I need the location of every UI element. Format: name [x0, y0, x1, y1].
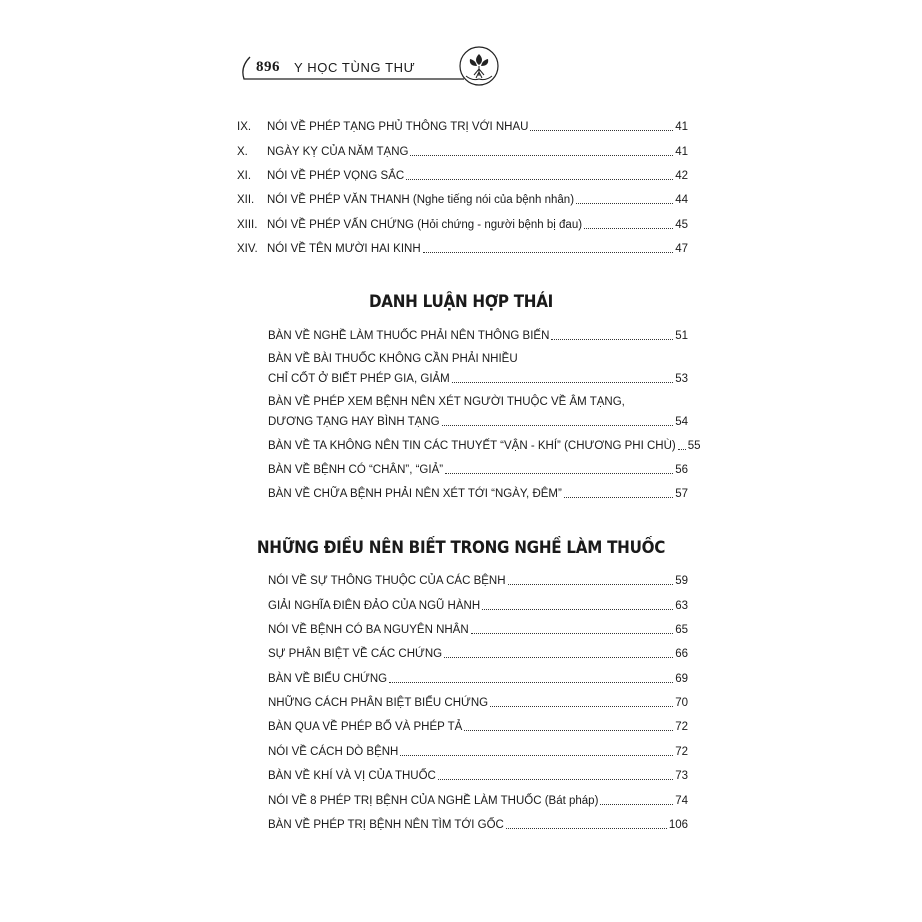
entry-number: IX. [237, 121, 252, 133]
entry-title: DƯƠNG TẠNG HAY BÌNH TẠNG [268, 416, 440, 428]
entry-title: NÓI VỀ PHÉP TẠNG PHỦ THÔNG TRỊ VỚI NHAU [267, 121, 529, 133]
entry-page: 63 [675, 600, 688, 612]
toc-entry[interactable] [268, 623, 688, 637]
toc-entry[interactable] [268, 818, 688, 832]
entry-title: BÀN VỀ NGHỀ LÀM THUỐC PHẢI NÊN THÔNG BIẾN [268, 330, 550, 342]
lotus-root-icon [458, 45, 500, 87]
entry-number: XI. [237, 170, 252, 182]
entry-title: NÓI VỀ PHÉP VẤN CHỨNG (Hỏi chứng - người bệnh bị đau) [267, 219, 583, 231]
dot-leader [576, 203, 673, 204]
entry-title: BÀN VỀ BIỂU CHỨNG [268, 673, 388, 685]
entry-page: 54 [675, 416, 688, 428]
toc-entry[interactable] [268, 415, 688, 429]
entry-title: BÀN VỀ PHÉP TRỊ BỆNH NÊN TÌM TỚI GỐC [268, 819, 504, 831]
toc-entry[interactable] [268, 745, 688, 759]
toc-entry[interactable] [237, 169, 688, 183]
entry-number: XIII. [237, 219, 258, 231]
toc-entry[interactable] [268, 769, 688, 783]
dot-leader [551, 339, 673, 340]
entry-title: NÓI VỀ BỆNH CÓ BA NGUYÊN NHÂN [268, 624, 469, 636]
entry-page: 41 [675, 121, 688, 133]
toc-entry[interactable] [268, 463, 688, 477]
toc-entry[interactable] [237, 193, 688, 207]
toc-entry[interactable] [268, 599, 688, 613]
toc-entry[interactable] [268, 647, 688, 661]
entry-page: 66 [675, 648, 688, 660]
entry-title: NHỮNG CÁCH PHÂN BIỆT BIỂU CHỨNG [268, 697, 489, 709]
entry-page: 74 [675, 795, 688, 807]
dot-leader [600, 804, 673, 805]
toc-entry[interactable] [268, 696, 688, 710]
dot-leader [482, 609, 673, 610]
toc-entry[interactable] [268, 329, 688, 343]
toc-entry[interactable] [268, 574, 688, 588]
dot-leader [445, 473, 673, 474]
dot-leader [400, 755, 673, 756]
dot-leader [423, 252, 674, 253]
entry-number: XII. [237, 194, 255, 206]
entry-title-line1: BÀN VỀ PHÉP XEM BỆNH NÊN XÉT NGƯỜI THUỘC VỀ ÂM TẠNG, [268, 396, 625, 408]
dot-leader [584, 228, 673, 229]
dot-leader [678, 449, 686, 450]
entry-title: BÀN QUA VỀ PHÉP BỔ VÀ PHÉP TẢ [268, 721, 463, 733]
section-heading: NHỮNG ĐIỀU NÊN BIẾT TRONG NGHỀ LÀM THUỐC [256, 538, 666, 557]
entry-page: 56 [675, 464, 688, 476]
entry-page: 70 [675, 697, 688, 709]
page-number: 896 [256, 59, 280, 75]
toc-entry[interactable] [237, 218, 688, 232]
toc-entry[interactable] [237, 242, 688, 256]
dot-leader [410, 155, 673, 156]
dot-leader [438, 779, 673, 780]
toc-entry[interactable] [237, 120, 688, 134]
running-title: Y HỌC TÙNG THƯ [294, 60, 416, 75]
entry-page: 41 [675, 146, 688, 158]
dot-leader [506, 828, 667, 829]
entry-page: 72 [675, 746, 688, 758]
dot-leader [406, 179, 673, 180]
entry-page: 53 [675, 373, 688, 385]
toc-entry[interactable] [268, 372, 688, 386]
dot-leader [444, 657, 673, 658]
dot-leader [452, 382, 673, 383]
entry-title-line1: BÀN VỀ BÀI THUỐC KHÔNG CẦN PHẢI NHIỀU [268, 353, 518, 365]
entry-title: NGÀY KỴ CỦA NĂM TẠNG [267, 146, 409, 158]
entry-title: NÓI VỀ PHÉP VĂN THANH (Nghe tiếng nói của bệnh nhân) [267, 194, 575, 206]
toc-entry[interactable] [268, 672, 688, 686]
dot-leader [508, 584, 674, 585]
toc-entry[interactable] [237, 145, 688, 159]
entry-page: 65 [675, 624, 688, 636]
entry-title: NÓI VỀ 8 PHÉP TRỊ BỆNH CỦA NGHỀ LÀM THUỐC (Bát pháp) [268, 795, 599, 807]
dot-leader [490, 706, 673, 707]
dot-leader [530, 130, 673, 131]
toc-entry[interactable] [268, 487, 688, 501]
entry-number: XIV. [237, 243, 258, 255]
entry-page: 73 [675, 770, 688, 782]
entry-title: NÓI VỀ TÊN MƯỜI HAI KINH [267, 243, 421, 255]
entry-page: 42 [675, 170, 688, 182]
dot-leader [564, 497, 673, 498]
entry-title: BÀN VỀ BỆNH CÓ “CHÂN”, “GIẢ” [268, 464, 444, 476]
entry-page: 72 [675, 721, 688, 733]
entry-title: GIẢI NGHĨA ĐIÊN ĐẢO CỦA NGŨ HÀNH [268, 600, 481, 612]
toc-entry[interactable] [268, 794, 688, 808]
dot-leader [464, 730, 673, 731]
entry-title: BÀN VỀ KHÍ VÀ VỊ CỦA THUỐC [268, 770, 436, 782]
dot-leader [389, 682, 673, 683]
entry-title: NÓI VỀ PHÉP VỌNG SẮC [267, 170, 405, 182]
toc-entry[interactable] [268, 720, 688, 734]
entry-title: CHỈ CỐT Ở BIẾT PHÉP GIA, GIẢM [268, 373, 450, 385]
entry-page: 45 [675, 219, 688, 231]
entry-title: BÀN VỀ TA KHÔNG NÊN TIN CÁC THUYẾT “VẬN - KHÍ” (CHƯƠNG PHI CHÙ) [268, 440, 676, 452]
dot-leader [442, 425, 674, 426]
entry-number: X. [237, 146, 248, 158]
entry-page: 51 [675, 330, 688, 342]
entry-page: 55 [687, 440, 701, 452]
entry-page: 59 [675, 575, 688, 587]
entry-page: 69 [675, 673, 688, 685]
entry-title: NÓI VỀ SỰ THÔNG THUỘC CỦA CÁC BỆNH [268, 575, 506, 587]
entry-page: 57 [675, 488, 688, 500]
section-heading: DANH LUẬN HỢP THÁI [368, 292, 554, 311]
entry-title: NÓI VỀ CÁCH DÒ BỆNH [268, 746, 399, 758]
entry-title: BÀN VỀ CHỮA BỆNH PHẢI NÊN XÉT TỚI “NGÀY, ĐÊM” [268, 488, 562, 500]
toc-entry[interactable] [268, 439, 701, 453]
running-header [236, 45, 501, 85]
dot-leader [471, 633, 674, 634]
entry-page: 106 [668, 819, 688, 831]
entry-page: 44 [675, 194, 688, 206]
entry-page: 47 [675, 243, 688, 255]
entry-title: SỰ PHÂN BIỆT VỀ CÁC CHỨNG [268, 648, 443, 660]
